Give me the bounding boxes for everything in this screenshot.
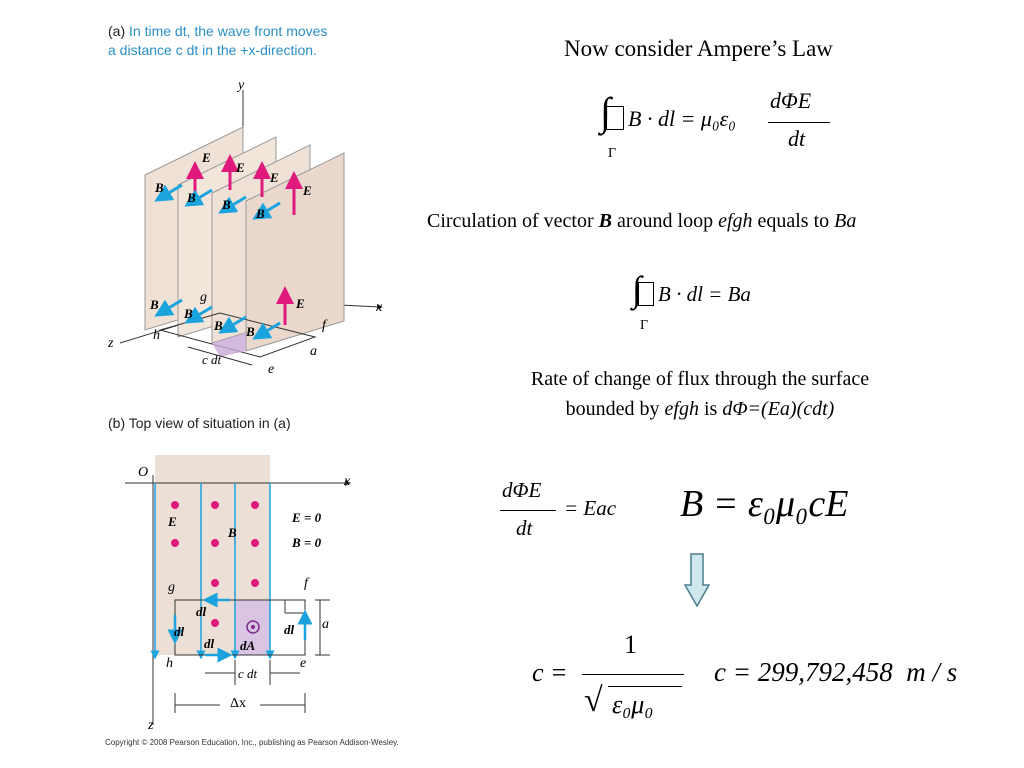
vec-b-label-7: B <box>214 318 223 333</box>
gamma-label-1: Γ <box>608 146 617 161</box>
axis-o-label: O <box>138 465 149 480</box>
vec-b-label-3: B <box>222 197 231 212</box>
vec-dl-label-1: dl <box>196 604 207 619</box>
point-a-label-b: a <box>322 617 329 632</box>
eq3-fraction-bar <box>500 510 556 511</box>
eq1-lhs: B · dl = μ₀ε₀ <box>628 106 736 131</box>
speed-of-light-formula <box>532 630 702 730</box>
eq5-numerator: 1 <box>624 630 637 659</box>
caption-a: (a) In time dt, the wave front moves a distance c dt in the +x-direction. <box>108 23 328 58</box>
flux-rate-text: Rate of change of flux through the surface bounded by efgh is dΦ=(Ea)(cdt) <box>530 368 870 420</box>
point-f-label-b: f <box>304 576 308 591</box>
point-g-label: g <box>200 290 207 305</box>
circulation-text: Circulation of vector B around loop efgh equals to Ba <box>427 210 857 232</box>
dx-label: Δx <box>230 696 247 711</box>
flux-equation <box>498 478 648 548</box>
caption-b: (b) Top view of situation in (a) <box>108 415 291 431</box>
vec-e-label-3: E <box>270 170 279 185</box>
vec-e-label-b: E <box>168 514 177 529</box>
vec-b-label-6: B <box>184 306 193 321</box>
eq5-lhs: c = <box>532 658 568 687</box>
point-f-label: f <box>322 318 326 333</box>
vec-dl-label-3: dl <box>204 636 215 651</box>
eq5-denominator: ε₀μ₀ <box>612 690 654 719</box>
gamma-label-2: Γ <box>640 318 649 333</box>
cdt-label-a: c dt <box>202 352 222 367</box>
cdt-label-b: c dt <box>238 666 258 681</box>
axis-x-label-b: x <box>344 474 351 489</box>
point-e-label: e <box>268 362 275 377</box>
axis-z-label: z <box>108 336 114 351</box>
eq3-rhs: = Eac <box>564 496 617 520</box>
b-field-equation: B = ε₀μ₀cE <box>680 483 849 525</box>
point-e-label-b: e <box>300 656 307 671</box>
axis-x-label: x <box>376 300 383 315</box>
vec-e-label-5: E <box>296 296 305 311</box>
ampere-equation <box>600 88 840 168</box>
vec-b-label-1: B <box>155 180 164 195</box>
circulation-equation <box>632 268 832 338</box>
eq3-denominator: dt <box>516 516 533 540</box>
eq2-text: B · dl = Ba <box>658 282 751 306</box>
point-h-label: h <box>153 328 160 343</box>
vec-b-label-8: B <box>246 324 255 339</box>
eq1-denominator: dt <box>788 126 806 151</box>
eq3-numerator: dΦE <box>502 478 542 502</box>
eq1-numerator: dΦE <box>770 88 812 113</box>
down-arrow-icon <box>684 553 710 607</box>
page-title: Now consider Ampere’s Law <box>564 36 833 61</box>
sqrt-bar <box>608 686 682 687</box>
contour-integral-icon: ∫ <box>600 89 611 134</box>
eq1-fraction-bar <box>768 122 830 123</box>
vec-e-label-4: E <box>303 183 312 198</box>
vec-b-label-b: B <box>228 525 237 540</box>
contour-integral-icon-2: ∫ <box>632 269 642 309</box>
e-zero-label: E = 0 <box>292 510 322 525</box>
integral-box-2 <box>638 282 654 306</box>
vec-e-label-1: E <box>202 150 211 165</box>
point-h-label-b: h <box>166 656 173 671</box>
point-a-label: a <box>310 344 317 359</box>
speed-of-light-value: c = 299,792,458 m / s <box>714 657 958 687</box>
vec-b-label-2: B <box>187 190 196 205</box>
copyright-text: Copyright © 2008 Pearson Education, Inc., publishing as Pearson Addison-Wesley. <box>105 738 399 747</box>
integral-box <box>606 106 624 130</box>
figure-b-diagram <box>120 455 360 730</box>
vec-b-label-4: B <box>256 206 265 221</box>
point-g-label-b: g <box>168 580 175 595</box>
b-zero-label: B = 0 <box>292 535 322 550</box>
vec-dl-label-2: dl <box>174 624 185 639</box>
vec-dl-label-4: dl <box>284 622 295 637</box>
axis-z-label-b: z <box>148 718 154 733</box>
sqrt-icon: √ <box>584 682 603 719</box>
axis-y-label: y <box>238 78 245 93</box>
eq5-fraction-bar <box>582 674 684 675</box>
vec-da-label: dA <box>240 638 256 653</box>
vec-e-label-2: E <box>236 160 245 175</box>
vec-b-label-5: B <box>150 297 159 312</box>
